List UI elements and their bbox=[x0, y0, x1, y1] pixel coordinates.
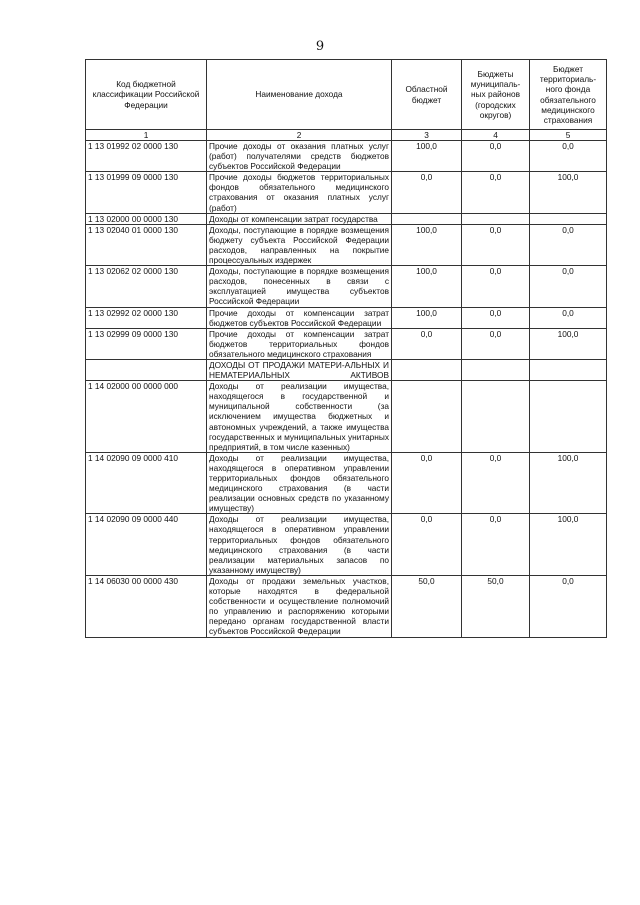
regional-value-cell: 50,0 bbox=[392, 575, 462, 637]
fund-value-cell: 0,0 bbox=[530, 307, 607, 328]
income-name-cell: ДОХОДЫ ОТ ПРОДАЖИ МАТЕРИ-АЛЬНЫХ И НЕМАТЕРИАЛЬНЫХ АКТИВОВ bbox=[207, 359, 392, 380]
column-number: 5 bbox=[530, 130, 607, 141]
regional-value-cell bbox=[392, 359, 462, 380]
table-row bbox=[86, 575, 607, 637]
table-row bbox=[86, 452, 607, 514]
header-regional: Областной бюджет bbox=[392, 60, 462, 130]
code-cell bbox=[86, 359, 207, 380]
fund-value-cell: 100,0 bbox=[530, 328, 607, 359]
table-row bbox=[86, 359, 607, 380]
column-number-row bbox=[86, 130, 607, 141]
table-row bbox=[86, 381, 607, 453]
regional-value-cell: 0,0 bbox=[392, 514, 462, 576]
code-cell: 1 14 06030 00 0000 430 bbox=[86, 575, 207, 637]
code-cell: 1 13 02999 09 0000 130 bbox=[86, 328, 207, 359]
regional-value-cell: 0,0 bbox=[392, 452, 462, 514]
municipal-value-cell: 0,0 bbox=[462, 266, 530, 307]
fund-value-cell: 0,0 bbox=[530, 141, 607, 172]
income-name-cell: Прочие доходы от компенсации затрат бюджетов территориальных фондов обязательного медицинского страхования bbox=[207, 328, 392, 359]
table-row bbox=[86, 141, 607, 172]
header-row bbox=[86, 60, 607, 130]
code-cell: 1 14 02090 09 0000 410 bbox=[86, 452, 207, 514]
fund-value-cell bbox=[530, 381, 607, 453]
municipal-value-cell bbox=[462, 381, 530, 453]
municipal-value-cell bbox=[462, 213, 530, 224]
column-number: 3 bbox=[392, 130, 462, 141]
fund-value-cell: 100,0 bbox=[530, 452, 607, 514]
header-name: Наименование дохода bbox=[207, 60, 392, 130]
code-cell: 1 13 02992 02 0000 130 bbox=[86, 307, 207, 328]
municipal-value-cell: 0,0 bbox=[462, 172, 530, 213]
income-table bbox=[85, 59, 607, 638]
code-cell: 1 13 02062 02 0000 130 bbox=[86, 266, 207, 307]
code-cell: 1 14 02090 09 0000 440 bbox=[86, 514, 207, 576]
income-name-cell: Прочие доходы от компенсации затрат бюджетов субъектов Российской Федерации bbox=[207, 307, 392, 328]
fund-value-cell: 100,0 bbox=[530, 514, 607, 576]
table-row bbox=[86, 514, 607, 576]
page-number: 9 bbox=[315, 39, 325, 54]
table-row bbox=[86, 266, 607, 307]
regional-value-cell: 0,0 bbox=[392, 328, 462, 359]
income-name-cell: Доходы от реализации имущества, находящегося в государственной и муниципальной собственности (за исключением имущества бюджетных и автономных учреждений, а также имущества государственных и муниципальных унитарных предприятий, в том числе казенных) bbox=[207, 381, 392, 453]
regional-value-cell bbox=[392, 213, 462, 224]
fund-value-cell bbox=[530, 359, 607, 380]
regional-value-cell: 100,0 bbox=[392, 141, 462, 172]
table-row bbox=[86, 213, 607, 224]
municipal-value-cell: 0,0 bbox=[462, 328, 530, 359]
fund-value-cell bbox=[530, 213, 607, 224]
regional-value-cell: 100,0 bbox=[392, 307, 462, 328]
income-name-cell: Прочие доходы от оказания платных услуг (работ) получателями средств бюджетов субъектов Российской Федерации bbox=[207, 141, 392, 172]
code-cell: 1 13 01992 02 0000 130 bbox=[86, 141, 207, 172]
fund-value-cell: 0,0 bbox=[530, 575, 607, 637]
income-name-cell: Доходы, поступающие в порядке возмещения расходов, понесенных в связи с эксплуатацией имущества субъектов Российской Федерации bbox=[207, 266, 392, 307]
column-number: 4 bbox=[462, 130, 530, 141]
header-municipal: Бюджеты муниципаль-ных районов (городских округов) bbox=[462, 60, 530, 130]
income-name-cell: Доходы от реализации имущества, находящегося в оперативном управлении территориальных фондов обязательного медицинского страхования (в части реализации основных средств по указанному имуществу) bbox=[207, 452, 392, 514]
income-name-cell: Доходы от компенсации затрат государства bbox=[207, 213, 392, 224]
table-row bbox=[86, 224, 607, 265]
income-name-cell: Прочие доходы бюджетов территориальных фондов обязательного медицинского страхования от оказания платных услуг (работ) bbox=[207, 172, 392, 213]
regional-value-cell bbox=[392, 381, 462, 453]
table-row bbox=[86, 307, 607, 328]
table-row bbox=[86, 172, 607, 213]
code-cell: 1 13 02040 01 0000 130 bbox=[86, 224, 207, 265]
code-cell: 1 13 01999 09 0000 130 bbox=[86, 172, 207, 213]
header-code: Код бюджетной классификации Российской Федерации bbox=[86, 60, 207, 130]
municipal-value-cell: 50,0 bbox=[462, 575, 530, 637]
municipal-value-cell: 0,0 bbox=[462, 514, 530, 576]
income-name-cell: Доходы от реализации имущества, находящегося в оперативном управлении территориальных фондов обязательного медицинского страхования (в части реализации материальных запасов по указанному имуществу) bbox=[207, 514, 392, 576]
regional-value-cell: 100,0 bbox=[392, 266, 462, 307]
code-cell: 1 13 02000 00 0000 130 bbox=[86, 213, 207, 224]
regional-value-cell: 100,0 bbox=[392, 224, 462, 265]
code-cell: 1 14 02000 00 0000 000 bbox=[86, 381, 207, 453]
income-name-cell: Доходы, поступающие в порядке возмещения бюджету субъекта Российской Федерации расходов, направленных на покрытие процессуальных издержек bbox=[207, 224, 392, 265]
regional-value-cell: 0,0 bbox=[392, 172, 462, 213]
fund-value-cell: 0,0 bbox=[530, 224, 607, 265]
municipal-value-cell bbox=[462, 359, 530, 380]
header-fund: Бюджет территориаль-ного фонда обязательного медицинского страхования bbox=[530, 60, 607, 130]
fund-value-cell: 100,0 bbox=[530, 172, 607, 213]
table-row bbox=[86, 328, 607, 359]
column-number: 2 bbox=[207, 130, 392, 141]
income-name-cell: Доходы от продажи земельных участков, которые находятся в федеральной собственности и осуществление полномочий по управлению и распоряжению которыми передано органам государственной власти субъектов Российской Федерации bbox=[207, 575, 392, 637]
municipal-value-cell: 0,0 bbox=[462, 307, 530, 328]
municipal-value-cell: 0,0 bbox=[462, 452, 530, 514]
municipal-value-cell: 0,0 bbox=[462, 224, 530, 265]
column-number: 1 bbox=[86, 130, 207, 141]
fund-value-cell: 0,0 bbox=[530, 266, 607, 307]
municipal-value-cell: 0,0 bbox=[462, 141, 530, 172]
